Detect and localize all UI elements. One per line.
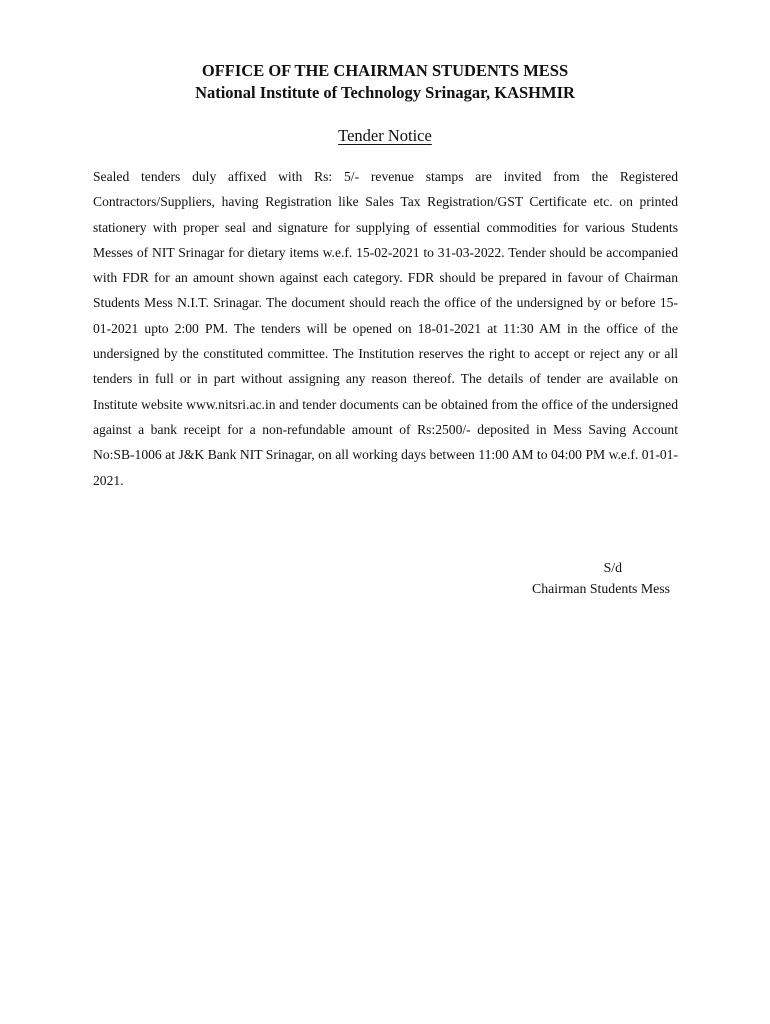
notice-body: Sealed tenders duly affixed with Rs: 5/- revenue stamps are invited from the Registered Contractors/Suppliers, having Registration like Sales Tax Registration/GST Certificate etc. on printed stationery with proper seal and signature for supplying of essential commodities for various Students Messes of NIT Srinagar for dietary items w.e.f. 15-02-2021 to 31-03-2022. Tender should be accompanied with FDR for an amount shown against each category. FDR should be prepared in favour of Chairman Students Mess N.I.T. Srinagar. The document should reach the office of the undersigned by or before 15-01-2021 upto 2:00 PM. The tenders will be opened on 18-01-2021 at 11:30 AM in the office of the undersigned by the constituted committee. The Institution reserves the right to accept or reject any or all tenders in full or in part without assigning any reason thereof. The details of tender are available on Institute website www.nitsri.ac.in and tender documents can be obtained from the office of the undersigned against a bank receipt for a non-refundable amount of Rs:2500/- deposited in Mess Saving Account No:SB-1006 at J&K Bank NIT Srinagar, on all working days between 11:00 AM to 04:00 PM w.e.f. 01-01-2021.: [93, 169, 678, 488]
signatory-designation: Chairman Students Mess: [532, 581, 670, 596]
institute-title: National Institute of Technology Srinagar, KASHMIR: [195, 83, 575, 102]
notice-title: Tender Notice: [338, 126, 432, 145]
signature-mark: S/d: [603, 560, 622, 575]
signature-block: [470, 557, 670, 599]
office-title: OFFICE OF THE CHAIRMAN STUDENTS MESS: [201, 61, 569, 80]
